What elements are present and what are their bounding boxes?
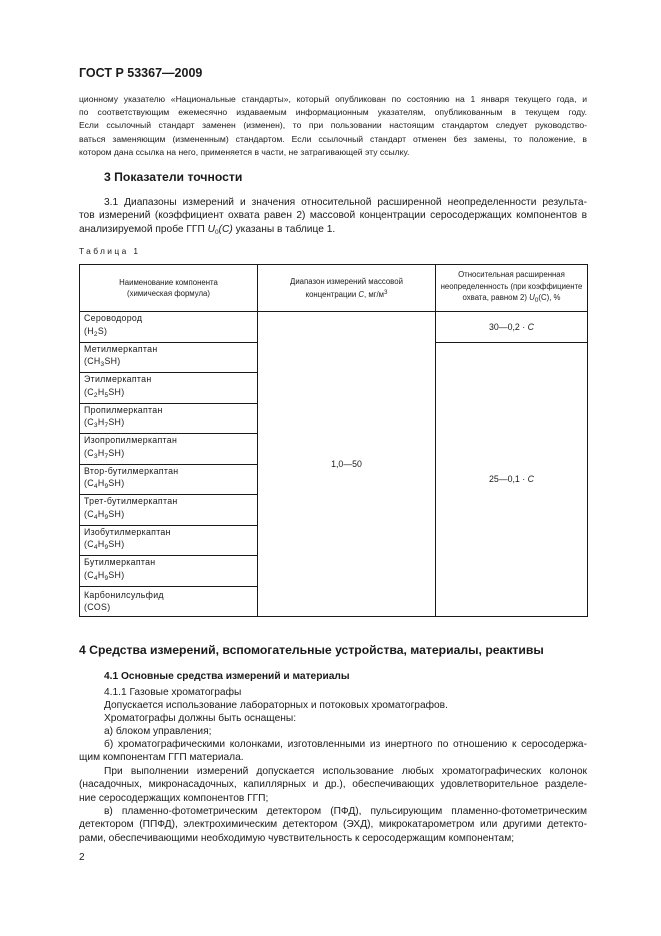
component-cell xyxy=(80,525,258,556)
s3-line: 3.1 Диапазоны измерений и значения относительной расширенной неопределенности результа- xyxy=(104,197,587,208)
intro-paragraph xyxy=(79,93,587,159)
accuracy-table xyxy=(79,264,588,617)
component-formula: $(C_2H_5SH)$ xyxy=(84,386,125,399)
component-name: Изопропилмеркаптан xyxy=(84,435,178,446)
col-header-uncertainty: Относительная расширенная неопределенность (при коэффициенте охвата, равном 2) $U_0(C)$, % xyxy=(436,265,588,312)
component-cell xyxy=(80,342,258,373)
component-cell xyxy=(80,464,258,495)
component-cell xyxy=(80,373,258,404)
component-formula: $(CH_3SH)$ xyxy=(84,356,121,369)
component-cell xyxy=(80,403,258,434)
component-formula: $(C_4H_9SH)$ xyxy=(84,569,125,582)
section-3-paragraph xyxy=(79,196,587,239)
col-header-range: Диапазон измерений массовой концентрации C, $мг/м^3$ xyxy=(258,265,436,312)
subsection-4-1-title: 4.1 Основные средства измерений и материалы xyxy=(104,671,350,682)
page-number: 2 xyxy=(79,852,85,863)
s4-para-v: в) пламенно-фотометрическим детектором (ПФД), пульсирующим пламенно-фотометрическим детектором (ППФД), электрохимическим детектором (ЭХД), микрокатарометром или другими детекто- рами, обеспечивающими необходимую чувствительность к серосодержащим компонентам; xyxy=(79,806,587,844)
component-name: Пропилмеркаптан xyxy=(84,404,163,415)
s4-line: Хроматографы должны быть оснащены: xyxy=(104,713,297,724)
s4-para-p: При выполнении измерений допускается использование любых хроматографических колонок (насадочных, микронасадочных, капиллярных и др.), обеспечивающих удовлетворительное разделе- ние серосодержащих компонентов ГГП; xyxy=(79,766,587,804)
intro-line: ваться заменяющим (измененным) стандартом. Если ссылочный стандарт отменен без замены, то положение, в xyxy=(79,133,587,144)
component-formula: (COS) xyxy=(84,602,111,613)
component-cell xyxy=(80,556,258,587)
component-name: Бутилмеркаптан xyxy=(84,557,156,568)
component-cell xyxy=(80,586,258,617)
col-header-component: Наименование компонента (химическая формула) xyxy=(80,265,258,312)
s3-line: тов измерений (коэффициент охвата равен 2) массовой концентрации серосодержащих компонентов в xyxy=(79,210,587,222)
component-cell xyxy=(80,495,258,526)
component-cell xyxy=(80,434,258,465)
uncertainty-cell: 25—0,1 · C xyxy=(436,342,588,617)
component-formula: $(C_4H_9SH)$ xyxy=(84,478,125,491)
component-name: Трет-бутилмеркаптан xyxy=(84,496,178,507)
intro-line: котором дана ссылка на него, применяется в части, не затрагивающей эту ссылку. xyxy=(79,146,410,157)
s4-para-b: б) хроматографическими колонками, изготовленными из инертного по отношению к серосодержа- щим компонентам ГГП материала. xyxy=(79,739,587,764)
component-name: Изобутилмеркаптан xyxy=(84,526,171,537)
range-cell: 1,0—50 xyxy=(258,312,436,617)
intro-line: по соответствующим ежемесячно издаваемым информационным указателям, опубликованным в текущем году. xyxy=(79,107,587,118)
component-name: Метилмеркаптан xyxy=(84,343,158,354)
s4-line: 4.1.1 Газовые хроматографы xyxy=(104,687,242,698)
table-caption: Таблица 1 xyxy=(79,246,141,256)
section-3-title: 3 Показатели точности xyxy=(104,170,243,184)
s4-line: а) блоком управления; xyxy=(104,726,212,737)
component-cell xyxy=(80,312,258,343)
intro-line: ционному указателю «Национальные стандарты», который опубликован по состоянию на 1 января текущего года, и xyxy=(79,94,587,104)
component-name: Втор-бутилмеркаптан xyxy=(84,465,179,476)
component-name: Сероводород xyxy=(84,313,143,324)
table-row xyxy=(80,312,588,343)
s3-line: анализируемой пробе ГГП $U_0(C)$ указаны в таблице 1. xyxy=(79,223,336,236)
component-formula: $(C_3H_7SH)$ xyxy=(84,447,125,460)
component-formula: $(H_2S)$ xyxy=(84,325,108,338)
component-formula: $(C_3H_7SH)$ xyxy=(84,417,125,430)
component-name: Этилмеркаптан xyxy=(84,374,152,385)
section-4-title: 4 Средства измерений, вспомогательные устройства, материалы, реактивы xyxy=(79,643,544,657)
component-formula: $(C_4H_9SH)$ xyxy=(84,508,125,521)
document-header: ГОСТ Р 53367—2009 xyxy=(79,66,203,80)
uncertainty-cell: 30—0,2 · C xyxy=(436,312,588,343)
component-formula: $(C_4H_9SH)$ xyxy=(84,539,125,552)
s4-line: Допускается использование лабораторных и потоковых хроматографов. xyxy=(104,700,448,711)
component-name: Карбонилсульфид xyxy=(84,589,164,600)
intro-line: Если ссылочный стандарт заменен (изменен), то при пользовании настоящим стандартом следует руководство- xyxy=(79,120,587,131)
